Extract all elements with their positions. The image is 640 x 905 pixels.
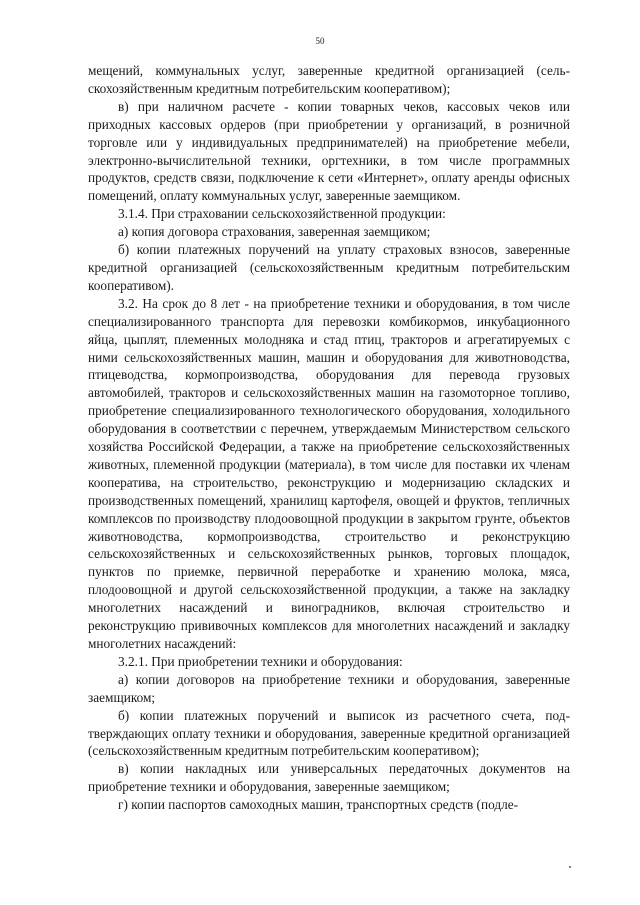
paragraph-insurance-payments: б) копии платежных поручений на уплату страховых взносов, заверенные кредитной организацией (сельскохозяйственным кредитным потребительским кооперативом). [88, 242, 570, 293]
paragraph-equipment-contracts: а) копии договоров на приобретение техники и оборудования, заверенные заемщиком; [88, 671, 570, 705]
paragraph-3-2: 3.2. На срок до 8 лет - на приобретение техники и оборудования, в том числе специализированного транспорта для перевозки комбикормов, инкубационного яйца, цыплят, племенных молодняка и стад птиц, тракторов и агрегатируемых с ними сельскохозяйственных машин, машин и оборудования для животноводства, птицеводства, кормопроизводства, оборудования для перевода грузовых автомобилей, тракторов и сельскохозяйственных машин на газомоторное топливо, приобретение специализированного технологического оборудования, холодильного оборудования в соответствии с перечнем, утверждаемым Министерством сельского хозяйства Российской Федерации, а также на приобретение сельскохозяйственных животных, племенной продукции (материала), в том числе для поставки их членам кооператива, на строительство, реконструкцию и модернизацию складских и производственных помещений, хранилищ картофеля, овощей и фруктов, тепличных комплексов по производству плодоовощной продукции в закрытом грунте, объектов животноводства, кормопроизводства, строительство и реконструкцию сельскохозяйственных и сельскохозяйственных рынков, торговых площадок, пунктов по приемке, первичной переработке и хранению молока, мяса, плодоовощной и другой сельскохозяйственной продукции, а также на закладку многолетних насаждений и виноградников, включая строительство и реконструкцию прививочных комплексов для многолетних насаждений и закладку многолетних насаждений: [88, 295, 570, 651]
paragraph-3-1-4: 3.1.4. При страховании сельскохозяйственной продукции: [118, 206, 446, 222]
paragraph-equipment-invoices: в) копии накладных или универсальных передаточных документов на приобретение техники и оборудования, заверенные заемщиком; [88, 761, 570, 795]
scan-speck [569, 866, 571, 868]
paragraph-insurance-contract: а) копия договора страхования, заверенная заемщиком; [118, 224, 431, 240]
paragraph-3-2-1: 3.2.1. При приобретении техники и оборудования: [118, 653, 403, 669]
document-body [88, 62, 570, 814]
paragraph-continuation: мещений, коммунальных услуг, заверенные кредитной организацией (сельскохозяйственным кредитным потребительским кооперативом); [88, 63, 570, 96]
page-number: 50 [315, 36, 325, 46]
paragraph-cash-payment: в) при наличном расчете - копии товарных чеков, кассовых чеков или приходных кассовых ордеров (при приобретении у организаций, в розничной торговле или у индивидуальных предпринимателей) на приобретение мебели, электронно-вычислительной техники, оргтехники, в том числе программных продуктов, средств связи, подключение к сети «Интернет», оплату аренды офисных помещений, оплату коммунальных услуг, заверенные заемщиком. [88, 98, 570, 204]
paragraph-equipment-payments: б) копии платежных поручений и выписок из расчетного счета, подтверждающих оплату техники и оборудования, заверенные кредитной организацией (сельскохозяйственным кредитным потребительским кооперативом); [88, 707, 570, 759]
paragraph-vehicle-passports: г) копии паспортов самоходных машин, транспортных средств (подле- [118, 797, 519, 813]
